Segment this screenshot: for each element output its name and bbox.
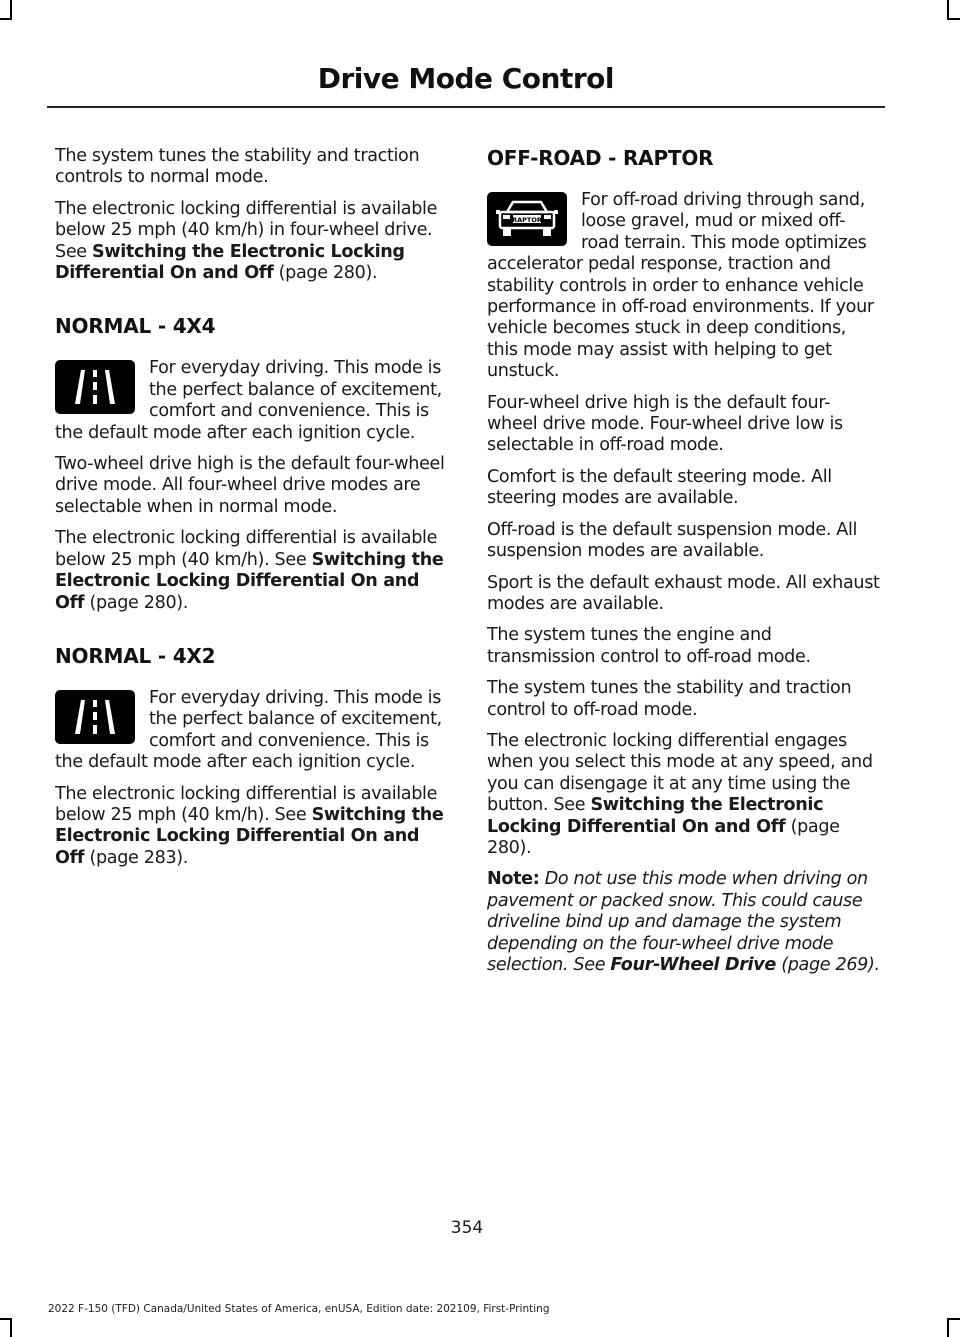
raptor-truck-icon: [487, 192, 567, 246]
crop-mark: [0, 18, 12, 20]
paragraph: The electronic locking differential is available below 25 mph (40 km/h). See Switching the Electronic Locking Differential On and Off (page 280).: [55, 528, 444, 613]
crop-mark: [0, 1318, 12, 1320]
section-heading-normal-4x4: NORMAL - 4X4: [55, 314, 216, 339]
section-heading-off-road-raptor: OFF-ROAD - RAPTOR: [487, 146, 714, 170]
crop-mark: [947, 1319, 949, 1337]
page-number: 354: [450, 1218, 484, 1238]
left-column: [55, 146, 448, 879]
paragraph: The system tunes the stability and traction control to off-road mode.: [487, 678, 852, 720]
header-divider: [47, 106, 885, 108]
crop-mark: [10, 1319, 12, 1337]
road-lane-icon: [55, 690, 135, 744]
crop-mark: [10, 0, 12, 18]
paragraph: Two-wheel drive high is the default four-wheel drive mode. All four-wheel drive modes are selectable when in normal mode.: [55, 454, 445, 517]
right-column: [487, 146, 880, 986]
cross-reference-link[interactable]: Switching the Electronic Locking Differential On and Off: [55, 241, 405, 284]
cross-reference-link[interactable]: Switching the Electronic Locking Differential On and Off: [55, 804, 444, 868]
road-lane-icon: [55, 360, 135, 414]
paragraph: Sport is the default exhaust mode. All exhaust modes are available.: [487, 572, 880, 614]
cross-reference-link[interactable]: Switching the Electronic Locking Differential On and Off: [487, 795, 824, 837]
footer-edition-info: 2022 F-150 (TFD) Canada/United States of America, enUSA, Edition date: 202109, First-Printing: [48, 1303, 550, 1315]
crop-mark: [947, 18, 960, 20]
paragraph: Four-wheel drive high is the default four-wheel drive mode. Four-wheel drive low is selectable in off-road mode.: [487, 392, 843, 456]
cross-reference-link[interactable]: Switching the Electronic Locking Differential On and Off: [55, 549, 444, 613]
cross-reference-link[interactable]: Four-Wheel Drive: [610, 955, 776, 975]
paragraph: The system tunes the engine and transmission control to off-road mode.: [487, 625, 811, 667]
note-label: Note:: [487, 869, 540, 890]
paragraph: For everyday driving. This mode is the perfect balance of excitement, comfort and convenience. This is the default mode after each ignition cycle.: [55, 687, 442, 773]
section-heading-normal-4x2: NORMAL - 4X2: [55, 643, 216, 668]
paragraph: The system tunes the stability and traction controls to normal mode.: [55, 146, 420, 188]
paragraph: The electronic locking differential is available below 25 mph (40 km/h). See Switching the Electronic Locking Differential On and Off (page 283).: [55, 783, 444, 868]
crop-mark: [947, 1318, 960, 1320]
crop-mark: [947, 0, 949, 18]
page-title: Drive Mode Control: [317, 62, 614, 95]
note: Note: Do not use this mode when driving on pavement or packed snow. This could cause driveline bind up and damage the system depending on the four-wheel drive mode selection. See Four-Wheel Drive (page 269).: [487, 869, 880, 975]
paragraph: Off-road is the default suspension mode. All suspension modes are available.: [487, 519, 858, 562]
paragraph: Comfort is the default steering mode. All steering modes are available.: [487, 466, 832, 509]
paragraph: For everyday driving. This mode is the perfect balance of excitement, comfort and convenience. This is the default mode after each ignition cycle.: [55, 358, 442, 443]
raptor-badge-text: RAPTOR: [512, 216, 542, 224]
paragraph: The electronic locking differential engages when you select this mode at any speed, and you can disengage it at any time using the button. See Switching the Electronic Locking Differential On and Off (page 280).: [487, 730, 873, 858]
paragraph: The electronic locking differential is available below 25 mph (40 km/h) in four-wheel drive. See Switching the Electronic Locking Differential On and Off (page 280).: [55, 198, 438, 284]
paragraph: For off-road driving through sand, loose gravel, mud or mixed off-road terrain. This mode optimizes accelerator pedal response, traction and stability controls in order to enhance vehicle performance in off-road environments. If your vehicle becomes stuck in deep conditions, this mode may assist with helping to get unstuck.: [487, 190, 874, 382]
